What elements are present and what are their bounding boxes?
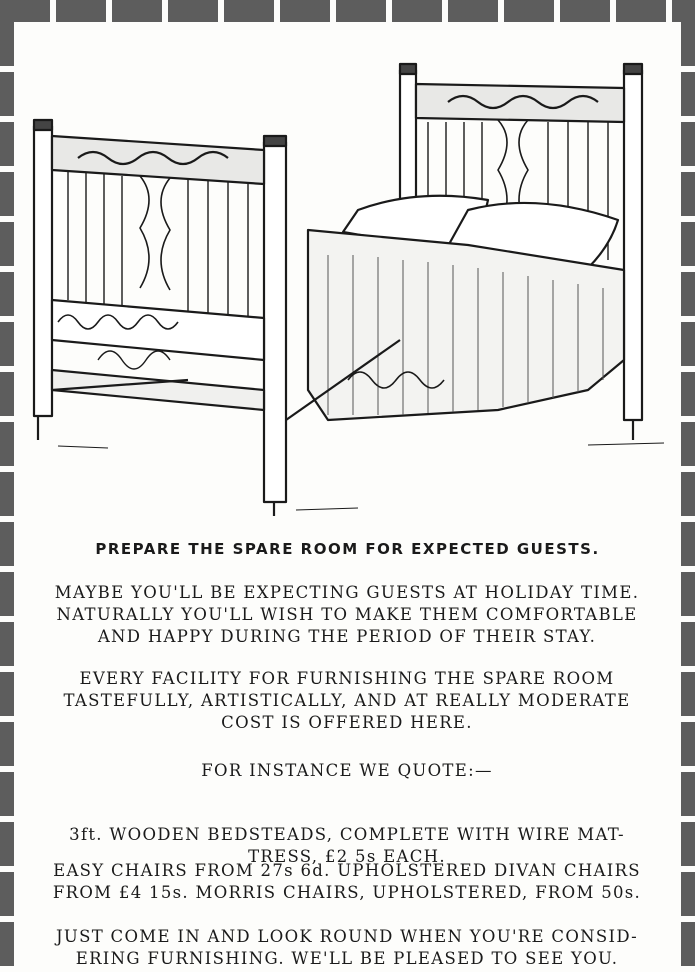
text-line: MAYBE YOU'LL BE EXPECTING GUESTS AT HOLIDAY TIME. [54, 583, 640, 602]
text-line: TASTEFULLY, ARTISTICALLY, AND AT REALLY MODERATE [63, 691, 631, 710]
paragraph-chair-prices [32, 860, 662, 904]
text-line: AND HAPPY DURING THE PERIOD OF THEIR STAY. [97, 627, 597, 646]
text-line: 3ft. WOODEN BEDSTEADS, COMPLETE WITH WIRE MAT- [69, 825, 625, 844]
text-line: JUST COME IN AND LOOK ROUND WHEN YOU'RE CONSID- [55, 927, 639, 946]
text-line: ERING FURNISHING. WE'LL BE PLEASED TO SEE YOU. [75, 949, 619, 968]
bed-illustration-icon [28, 60, 668, 520]
paragraph-expecting-guests [32, 582, 662, 648]
text-line: TRESS, £2 5s EACH. [248, 847, 446, 866]
paragraph-quote-intro [32, 760, 662, 782]
decorative-border-top [0, 0, 695, 22]
text-line: FOR INSTANCE WE QUOTE:— [201, 761, 493, 780]
text-line: FROM £4 15s. MORRIS CHAIRS, UPHOLSTERED, FROM 50s. [52, 883, 642, 902]
decorative-border-right [681, 22, 695, 972]
decorative-border-left [0, 22, 14, 972]
text-line: NATURALLY YOU'LL WISH TO MAKE THEM COMFORTABLE [56, 605, 638, 624]
paragraph-furnishing-facility [32, 668, 662, 734]
headline: PREPARE THE SPARE ROOM FOR EXPECTED GUESTS. [95, 540, 600, 558]
text-line: COST IS OFFERED HERE. [221, 713, 473, 732]
text-line: EASY CHAIRS FROM 27s 6d. UPHOLSTERED DIVAN CHAIRS [53, 861, 641, 880]
paragraph-invitation [32, 926, 662, 970]
text-line: EVERY FACILITY FOR FURNISHING THE SPARE ROOM [79, 669, 615, 688]
